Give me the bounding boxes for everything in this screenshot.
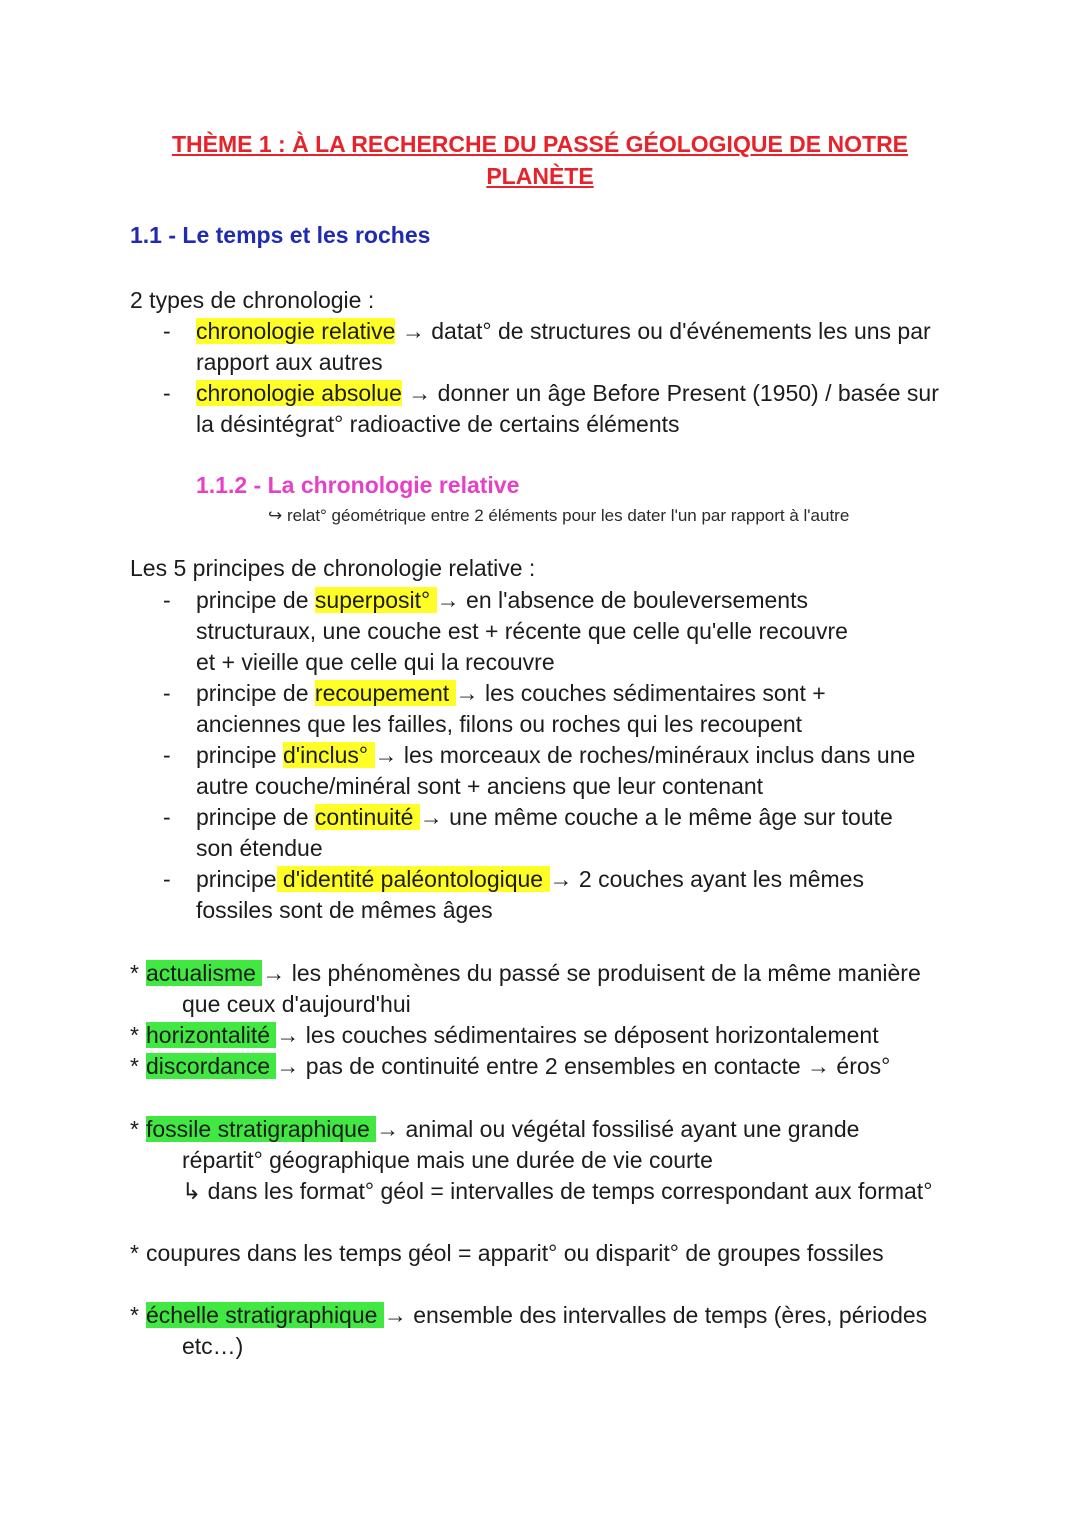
definition-echelle	[130, 1300, 960, 1362]
list-dash: -	[163, 804, 171, 830]
definition-text: → une même couche a le même âge sur toute son étendue	[196, 804, 893, 861]
definition-text: → ensemble des intervalles de temps (ères, périodes	[383, 1302, 928, 1328]
list-dash: -	[163, 866, 171, 892]
term-highlight: fossile stratigraphique	[146, 1116, 377, 1142]
asterisk: *	[130, 960, 139, 986]
list-item	[130, 740, 930, 802]
term-highlight: d'inclus°	[282, 742, 375, 768]
title-line-2: PLANÈTE	[486, 163, 594, 189]
principles-list	[130, 585, 930, 926]
definition-continuation: ↳ dans les format° géol = intervalles de temps correspondant aux format°	[182, 1178, 933, 1204]
list-item	[130, 678, 930, 740]
definition-coupures	[130, 1238, 960, 1269]
asterisk: *	[130, 1022, 139, 1048]
definition-text: → les couches sédimentaires sont + anciennes que les failles, filons ou roches qui les recoupent	[196, 680, 826, 737]
list-dash: -	[163, 380, 171, 406]
asterisk: *	[130, 1116, 139, 1142]
chronology-intro: 2 types de chronologie :	[130, 287, 375, 313]
definition-discordance	[130, 1051, 960, 1082]
definition-horizontalite	[130, 1020, 960, 1051]
definition-continuation: que ceux d'aujourd'hui	[182, 991, 411, 1017]
list-item	[130, 802, 930, 864]
definition-continuation: etc…)	[182, 1333, 244, 1359]
list-item	[130, 378, 960, 440]
definition-text: → 2 couches ayant les mêmes fossiles sont de mêmes âges	[196, 866, 864, 923]
subsection-note: ↪ relat° géométrique entre 2 éléments pour les dater l'un par rapport à l'autre	[268, 506, 850, 525]
term-highlight: horizontalité	[146, 1022, 277, 1048]
list-dash: -	[163, 742, 171, 768]
term-highlight: continuité	[314, 804, 420, 830]
term-highlight: échelle stratigraphique	[146, 1302, 384, 1328]
chronology-types-list	[130, 316, 960, 440]
principle-prefix: principe de	[196, 680, 315, 706]
principle-prefix: principe	[196, 866, 277, 892]
definition-fossile	[130, 1114, 960, 1207]
page-title	[130, 128, 950, 192]
list-dash: -	[163, 680, 171, 706]
term-highlight: superposit°	[314, 587, 437, 613]
definition-text: → les phénomènes du passé se produisent de la même manière	[262, 960, 921, 986]
term-highlight: chronologie absolue	[196, 380, 402, 406]
principle-prefix: principe de	[196, 804, 315, 830]
list-dash: -	[163, 318, 171, 344]
definition-text: → les couches sédimentaires se déposent horizontalement	[276, 1022, 879, 1048]
title-line-1: THÈME 1 : À LA RECHERCHE DU PASSÉ GÉOLOGIQUE DE NOTRE	[171, 131, 909, 157]
subsection-title: 1.1.2 - La chronologie relative	[196, 472, 520, 498]
definition-actualisme	[130, 958, 960, 1020]
term-highlight: discordance	[146, 1053, 277, 1079]
definition-text: → donner un âge Before Present (1950) / basée sur la désintégrat° radioactive de certains éléments	[196, 380, 939, 437]
definition-text: → datat° de structures ou d'événements les uns par rapport aux autres	[196, 318, 931, 375]
list-item	[130, 864, 930, 926]
section-title: 1.1 - Le temps et les roches	[130, 222, 431, 248]
term-highlight: actualisme	[146, 960, 263, 986]
definition-text: → animal ou végétal fossilisé ayant une grande	[376, 1116, 860, 1142]
principle-prefix: principe de	[196, 587, 315, 613]
asterisk: *	[130, 1053, 139, 1079]
term-highlight: d'identité paléontologique	[276, 866, 550, 892]
definition-text: coupures dans les temps géol = apparit° ou disparit° de groupes fossiles	[146, 1240, 884, 1266]
term-highlight: chronologie relative	[196, 318, 396, 344]
list-dash: -	[163, 587, 171, 613]
definition-text: → pas de continuité entre 2 ensembles en contacte → éros°	[276, 1053, 891, 1079]
list-item	[130, 316, 960, 378]
definition-continuation: répartit° géographique mais une durée de vie courte	[182, 1147, 713, 1173]
list-item	[130, 585, 930, 678]
definition-text: → les morceaux de roches/minéraux inclus dans une autre couche/minéral sont + anciens que leur contenant	[196, 742, 916, 799]
term-highlight: recoupement	[314, 680, 456, 706]
principle-prefix: principe	[196, 742, 283, 768]
definition-text: → en l'absence de bouleversements structuraux, une couche est + récente que celle qu'elle recouvre et + vieille que celle qui la recouvre	[196, 587, 848, 675]
asterisk: *	[130, 1302, 139, 1328]
asterisk: *	[130, 1240, 139, 1266]
principles-intro: Les 5 principes de chronologie relative :	[130, 555, 536, 581]
